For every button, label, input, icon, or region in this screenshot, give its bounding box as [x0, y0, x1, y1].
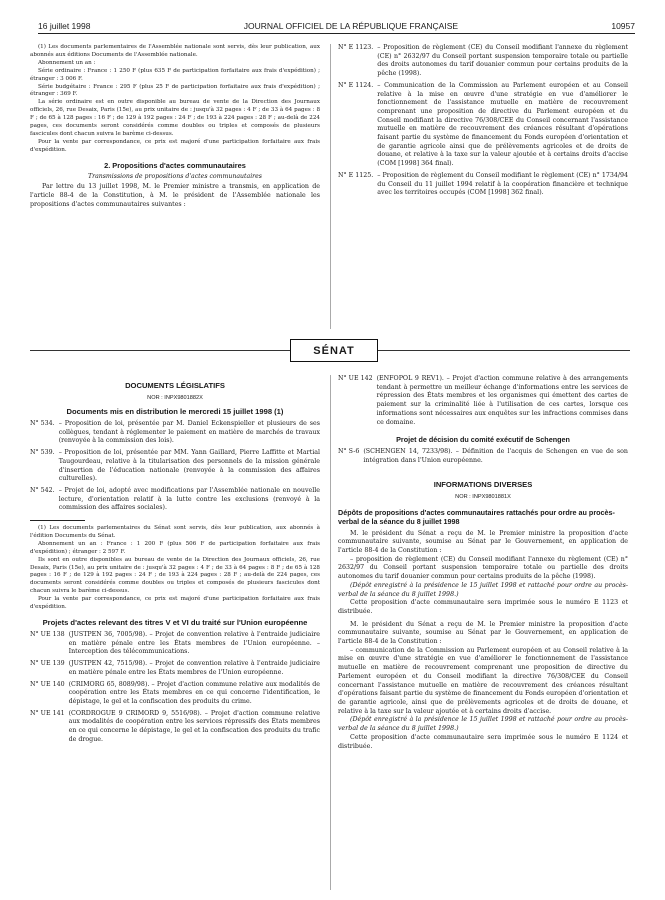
- footnote-line: (1) Les documents parlementaires de l'Assemblée nationale sont servis, dès leur publication, aux abonnés aux éditions Documents de l'Assemblée nationale.: [30, 44, 320, 58]
- entry-number: N° UE 142: [338, 375, 373, 382]
- list-item: [30, 660, 320, 677]
- bottom-right-column: [338, 375, 628, 751]
- top-right-column: [338, 44, 628, 201]
- column-divider-top: [330, 44, 331, 329]
- paragraph: Cette proposition d'acte communautaire sera imprimée sous le numéro E 1124 et distribuée.: [338, 733, 628, 750]
- list-item: [30, 710, 320, 745]
- senat-section-label: SÉNAT: [290, 339, 378, 362]
- entry-number: N° UE 139: [30, 660, 65, 668]
- paragraph: Cette proposition d'acte communautaire sera imprimée sous le numéro E 1123 et distribuée.: [338, 599, 628, 615]
- paragraph-note: (Dépôt enregistré à la présidence le 15 juillet 1998 et rattaché pour ordre au procès-verbal de la séance du 8 juillet 1998.): [338, 716, 628, 733]
- entry-text: (CRIMORG 65, 8089/98). – Projet d'action commune relative aux modalités de coopération entre les États membres en ce qui concerne l'identification, le dépistage, le gel et la confiscation des produits du crime.: [68, 680, 320, 705]
- footnote-rule: [30, 520, 85, 521]
- projets-actes-heading: Projets d'actes relevant des titres V et VI du traité sur l'Union européenne: [42, 618, 308, 627]
- top-left-column: [30, 44, 320, 209]
- footnote-line: La série ordinaire est en outre disponible au bureau de vente de la Direction des Journaux officiels, 26, rue Desaix, Paris (15e), au prix unitaire de : jusqu'à 32 pages : 4 F ; de 33 à 64 pages : 8 F ; de 65 à 128 pages : 16 F ; de 129 à 192 pages : 24 F ; de 193 à 224 pages : 28 F ; au-delà de 224 pages, ces documents seront considérés comme doubles ou triples et composés de plusieurs fascicules dont chacun suivra le barème ci-dessus.: [30, 99, 320, 137]
- header-date: 16 juillet 1998: [38, 21, 91, 31]
- footnote-line: Ils sont en outre disponibles au bureau de vente de la Direction des Journaux officiels, 26, rue Desaix, Paris (15e), au prix unitaire de : jusqu'à 32 pages : 4 F ; de 33 à 64 pages : 8 F ; de 65 à 128 pages : 16 F ; de 129 à 192 pages : 24 F ; de 193 à 224 pages : 28 F ; au-delà de 224 pages, ces documents seront considérés comme doubles ou triples et composés de plusieurs fascicules dont chacun suivra le barème ci-dessus.: [30, 556, 320, 595]
- entry-text: – Communication de la Commission au Parlement européen et au Conseil relative à la mise en œuvre d'une stratégie en vue d'améliorer le fonctionnement de l'assistance mutuelle en matière de recouvrement comprenant une proposition de directive du Parlement européen et du Conseil modifiant la directive 76/308/CEE du Conseil concernant l'assistance mutuelle en matière de recouvrement des créances résultant d'opérations faisant partie du système de financement du Fonds européen d'orientation et de garantie agricole ainsi que de prélèvements agricoles et de droits de douane, et relative à la taxe sur la valeur ajoutée et à certains droits d'accise (COM [1998] 364 final).: [377, 81, 628, 168]
- entry-text: – Projet de loi, adopté avec modifications par l'Assemblée nationale en nouvelle lecture, d'orientation relatif à la lutte contre les exclusions (renvoyé à la commission des affaires sociales).: [58, 486, 320, 512]
- entry-number: N° 542.: [30, 486, 55, 494]
- paragraph: M. le président du Sénat a reçu de M. le Premier ministre la proposition d'acte communautaire suivante, soumise au Sénat par le Gouvernement, en application de l'article 88-4 de la Constitution :: [338, 529, 628, 555]
- nor-reference: NOR : INPX9801881X: [455, 493, 511, 500]
- distribution-subheading: Documents mis en distribution le mercredi 15 juillet 1998 (1): [66, 407, 284, 416]
- list-item: [338, 44, 628, 79]
- entry-number: N° E 1124.: [338, 81, 374, 89]
- entry-number: N° UE 138: [30, 631, 65, 638]
- entry-text: (JUSTPEN 42, 7515/98). – Projet de convention relative à l'entraide judiciaire en matière pénale entre les États membres de l'Union européenne.: [68, 660, 320, 676]
- list-item: [30, 487, 320, 513]
- bottom-left-column: [30, 375, 320, 747]
- list-item: [30, 681, 320, 707]
- footnote-line: Série ordinaire : France : 1 250 F (plus 635 F de participation forfaitaire aux frais d'expédition) ; étranger : 3 006 F.: [30, 67, 320, 82]
- paragraph: M. le président du Sénat a reçu de M. le Premier ministre la proposition d'acte communautaire suivante, soumise au Sénat par le Gouvernement, en application de l'article 88-4 de la Constitution :: [338, 620, 628, 646]
- footnote-line: (1) Les documents parlementaires du Sénat sont servis, dès leur publication, aux abonnés à l'édition Documents du Sénat.: [30, 525, 320, 539]
- header-title: JOURNAL OFFICIEL DE LA RÉPUBLIQUE FRANÇAISE: [243, 21, 459, 31]
- list-item: [30, 420, 320, 446]
- footnote-line: Pour la vente par correspondance, ce prix est majoré d'une participation forfaitaire aux frais d'expédition.: [30, 138, 320, 153]
- entry-number: N° E 1123.: [338, 44, 374, 51]
- section-title: 2. Propositions d'actes communautaires: [104, 160, 246, 170]
- entry-text: – Proposition de loi, présentée par M. Daniel Eckenspieller et plusieurs de ses collègues, tendant à réglementer le paiement en matière de marchés de travaux (renvoyée à la commission des lois).: [58, 420, 320, 445]
- entry-text: (CORDROGUE 9 CRIMORD 9, 5516/98). – Projet d'action commune relative aux modalités de coopération entre les services répressifs des États membres en ce qui concerne le dépistage, le gel et la confiscation des produits du trafic de drogue.: [68, 709, 320, 743]
- entry-text: – Proposition de loi, présentée par MM. Yann Gaillard, Pierre Laffitte et Martial Taugourdeau, relative à la titularisation des personnels de la mission générale d'insertion de l'éducation nationale (renvoyée à la commission des affaires culturelles).: [58, 449, 320, 483]
- entry-text: (JUSTPEN 36, 7005/98). – Projet de convention relative à l'entraide judiciaire en matière pénale entre les États membres de l'Union européenne. – Interception des télécommunications.: [68, 631, 320, 656]
- paragraph: – communication de la Commission au Parlement européen et au Conseil relative à la mise en œuvre d'une stratégie en vue d'améliorer le fonctionnement de l'assistance mutuelle en matière de recouvrement comprenant une proposition de directive du Parlement européen et du Conseil modifiant la directive 76/308/CEE du Conseil concernant l'assistance mutuelle en matière de recouvrement des créances résultant d'opérations faisant partie du système de financement du Fonds européen d'orientation et de garantie agricole, ainsi que de prélèvements agricoles et de droits de douane, et relative à la taxe sur la valeur ajoutée et à certains droits d'accise.: [338, 646, 628, 715]
- entry-number: N° 534.: [30, 420, 55, 427]
- footnote-line: Abonnement un an :: [38, 59, 96, 66]
- entry-number: N° UE 141: [30, 709, 65, 717]
- list-item: [30, 631, 320, 657]
- header-page-number: 10957: [611, 21, 635, 31]
- footnote-line: Abonnement un an : France : 1 200 F (plus 506 F de participation forfaitaire aux frais d'expédition) ; étranger : 2 597 F.: [30, 540, 320, 555]
- list-item: [338, 172, 628, 198]
- documents-legislatifs-heading: DOCUMENTS LÉGISLATIFS: [125, 381, 225, 390]
- entry-text: – Proposition de règlement (CE) du Conseil modifiant l'annexe du règlement (CE) n° 2632/97 du Conseil portant suspension temporaire totale ou partielle des droits autonomes du tarif douanier commun pour certains produits de la pêche (1998).: [377, 44, 628, 78]
- entry-text: (ENFOPOL 9 REV1). – Projet d'action commune relative à des arrangements tendant à permettre un meilleur échange d'informations entre les services de répression des États membres et les organismes qui émettent des cartes de paiement sur la criminalité liée à l'utilisation de ces cartes, lorsque ces informations sont nécessaires aux enquêtes sur les infractions commises dans ce domaine.: [376, 375, 628, 426]
- section-subtitle: Transmissions de propositions d'actes communautaires: [88, 173, 262, 181]
- list-item: [338, 82, 628, 169]
- paragraph: – proposition de règlement (CE) du Conseil modifiant l'annexe du règlement (CE) n° 2632/97 du Conseil portant suspension temporaire totale ou partielle des droits autonomes du tarif douanier commun pour certains produits de la pêche (1998).: [338, 555, 628, 581]
- entry-text: – Proposition de règlement du Conseil modifiant le règlement (CE) n° 1734/94 du Conseil du 11 juillet 1994 relatif à la coopération financière et technique avec les territoires occupés (COM [1998] 362 final).: [377, 171, 628, 197]
- entry-number: N° 539.: [30, 449, 55, 457]
- schengen-heading: Projet de décision du comité exécutif de Schengen: [396, 435, 570, 445]
- footnote-line: Série budgétaire : France : 295 F (plus 25 F de participation forfaitaire aux frais d'expédition) ; étranger : 369 F.: [30, 83, 320, 98]
- transmission-paragraph: Par lettre du 13 juillet 1998, M. le Premier ministre a transmis, en application de l'article 88-4 de la Constitution, à M. le président de l'Assemblée nationale les propositions d'actes communautaires suivantes :: [30, 183, 320, 208]
- depots-heading: Dépôts de propositions d'actes communautaires rattachés pour ordre au procès-verbal de la séance du 8 juillet 1998: [338, 507, 615, 526]
- entry-number: N° E 1125.: [338, 171, 374, 179]
- paragraph-note: (Dépôt enregistré à la présidence le 15 juillet 1998 et rattaché pour ordre au procès-verbal de la séance du 8 juillet 1998.): [338, 581, 628, 598]
- column-divider-bottom: [330, 375, 331, 890]
- nor-reference: NOR : INPX9801882X: [147, 395, 203, 401]
- entry-number: N° S-6: [338, 448, 360, 456]
- list-item: [30, 449, 320, 484]
- list-item: [338, 448, 628, 465]
- list-item: [338, 375, 628, 427]
- informations-diverses-heading: INFORMATIONS DIVERSES: [433, 479, 533, 489]
- entry-number: N° UE 140: [30, 680, 65, 688]
- entry-text: (SCHENGEN 14, 7233/98). – Définition de l'acquis de Schengen en vue de son intégration dans l'Union européenne.: [363, 448, 628, 464]
- page-header: [38, 20, 635, 34]
- footnote-line: Pour la vente par correspondance, ce prix est majoré d'une participation forfaitaire aux frais d'expédition.: [30, 596, 320, 611]
